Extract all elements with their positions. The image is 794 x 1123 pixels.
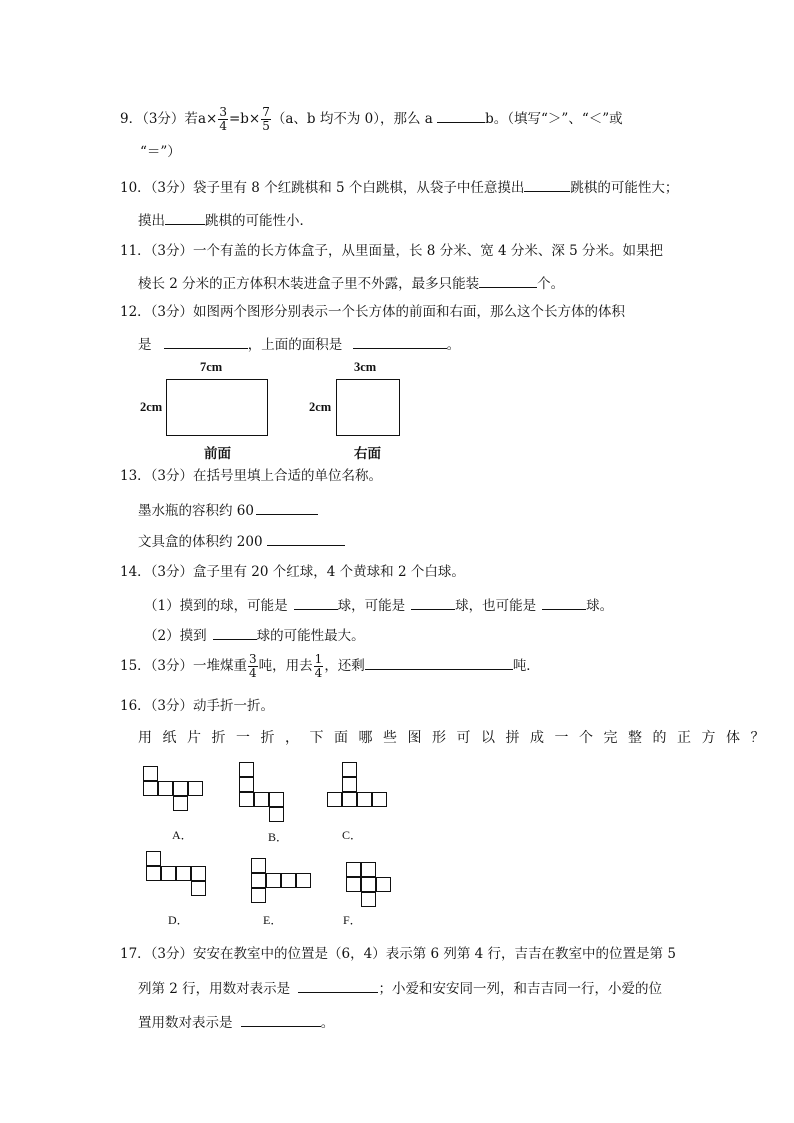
right-face-rectangle (336, 379, 400, 436)
q13-blank-2[interactable] (267, 531, 345, 546)
net-square (376, 877, 391, 892)
q13-item1-text: 墨水瓶的容积约 60 (138, 503, 254, 519)
q17-blank-2[interactable] (241, 1012, 321, 1027)
net-square (342, 777, 357, 792)
question-14-title (120, 563, 465, 581)
net-e-label: E． (263, 913, 283, 927)
q11-text-a: 11．（3分）一个有盖的长方体盒子，从里面量，长 8 分米、宽 4 分米、深 5 分米。如果把 (120, 243, 664, 259)
question-17-line3 (138, 1012, 334, 1032)
q14-title-text: 14．（3分）盒子里有 20 个红球，4 个黄球和 2 个白球。 (120, 564, 465, 580)
q14-p1-text-b: 球，可能是 (337, 598, 406, 614)
q14-blank-1[interactable] (294, 595, 338, 610)
question-15 (120, 653, 540, 680)
net-square (342, 762, 357, 777)
q9-fraction-1 (218, 106, 228, 133)
net-a-label: A． (172, 828, 193, 842)
q15-text-b: 吨，用去 (258, 658, 313, 674)
q14-p1-text-d: 球。 (586, 598, 614, 614)
question-14-part1 (144, 595, 613, 615)
frac-denominator: 4 (219, 119, 227, 133)
frac-denominator: 4 (314, 666, 323, 680)
q12-text-d: 。 (446, 337, 461, 353)
q12-text-c: ，上面的面积是 (247, 337, 343, 353)
q10-text-a: 10．（3分）袋子里有 8 个红跳棋和 5 个白跳棋，从袋子中任意摸出 (120, 180, 525, 196)
net-square (239, 792, 254, 807)
net-square (158, 781, 173, 796)
q12-volume-blank[interactable] (164, 334, 248, 349)
front-height-label: 2cm (140, 400, 163, 414)
front-length-label: 7cm (200, 360, 223, 374)
q12-text-b: 是 (138, 337, 152, 353)
net-square (251, 858, 266, 873)
q9-prefix: 9．（3分）若 (120, 111, 198, 127)
net-b-label: B． (268, 830, 289, 844)
question-17-line1 (120, 945, 676, 963)
q14-blank-2[interactable] (411, 595, 455, 610)
q9-a: a (197, 111, 206, 127)
net-square (176, 866, 191, 881)
q17-text-a: 17．（3分）安安在教室中的位置是（6，4）表示第 6 列第 4 行，吉吉在教室中的位置是第 5 (120, 946, 676, 962)
net-square (254, 792, 269, 807)
q14-blank-4[interactable] (213, 625, 257, 640)
q15-text-c: ，还剩 (324, 658, 365, 674)
q9-condition: （a、b 均不为 0），那么 a (271, 111, 433, 127)
question-17-line2 (138, 978, 662, 998)
q10-text-c: 摸出 (138, 213, 165, 229)
question-10-line2 (138, 210, 313, 230)
net-square (346, 877, 361, 892)
question-16-prompt (138, 729, 775, 747)
frac-numerator: 3 (219, 105, 227, 119)
q11-blank[interactable] (479, 273, 537, 288)
q14-p2-text-b: 球的可能性最大。 (256, 628, 365, 644)
net-square (296, 873, 311, 888)
net-square (146, 866, 161, 881)
q13-item2-text: 文具盒的体积约 200 (138, 534, 263, 550)
question-13-item2 (138, 531, 345, 551)
q14-p1-text-a: （1）摸到的球，可能是 (144, 598, 288, 614)
q10-blank-1[interactable] (524, 177, 570, 192)
frac-numerator: 1 (314, 652, 323, 666)
net-d-label: D． (168, 913, 189, 927)
net-square (361, 892, 376, 907)
net-square (143, 781, 158, 796)
net-square (269, 792, 284, 807)
net-square (188, 781, 203, 796)
net-square (269, 807, 284, 822)
frac-denominator: 5 (262, 119, 270, 133)
q10-blank-2[interactable] (165, 210, 205, 225)
net-square (361, 862, 376, 877)
net-square (239, 762, 254, 777)
net-square (173, 781, 188, 796)
q9-answer-blank[interactable] (437, 108, 485, 123)
net-square (251, 873, 266, 888)
question-13-title (120, 467, 382, 485)
right-height-label: 2cm (309, 400, 332, 414)
q13-title-text: 13．（3分）在括号里填上合适的单位名称。 (120, 468, 383, 484)
frac-numerator: 3 (249, 652, 257, 666)
net-c-label: C． (342, 828, 363, 842)
q17-text-d: 置用数对表示是 (138, 1015, 233, 1031)
net-square (251, 888, 266, 903)
net-square (357, 792, 372, 807)
front-caption: 前面 (204, 446, 231, 461)
q17-blank-1[interactable] (298, 978, 378, 993)
q9-fraction-2 (261, 106, 271, 133)
frac-numerator: 7 (262, 105, 270, 119)
net-square (161, 866, 176, 881)
net-square (266, 873, 281, 888)
q9-tail: b。（填写“＞”、“＜”或 (485, 111, 623, 127)
q14-blank-3[interactable] (542, 595, 586, 610)
q14-p2-text-a: （2）摸到 (144, 628, 207, 644)
q10-text-d: 跳棋的可能性小． (205, 213, 313, 229)
net-square (361, 877, 376, 892)
net-square (327, 792, 342, 807)
q13-blank-1[interactable] (256, 500, 318, 515)
net-square (342, 792, 357, 807)
question-9-line2 (140, 143, 181, 161)
frac-denominator: 4 (249, 666, 257, 680)
net-square (146, 851, 161, 866)
question-11-line2 (138, 273, 564, 293)
question-16-title (120, 697, 274, 715)
net-square (281, 873, 296, 888)
q17-text-e: 。 (320, 1015, 335, 1031)
net-f-label: F． (343, 913, 362, 927)
net-square (346, 862, 361, 877)
q15-text-a: 15．（3分）一堆煤重 (120, 658, 248, 674)
question-13-item1 (138, 500, 318, 520)
q12-area-blank[interactable] (353, 334, 447, 349)
question-9-line1 (120, 106, 623, 133)
q16-title-text: 16．（3分）动手折一折。 (120, 698, 275, 714)
right-caption: 右面 (354, 446, 381, 461)
question-14-part2 (144, 625, 365, 645)
q15-fraction-2 (314, 653, 324, 680)
net-square (173, 796, 188, 811)
q15-text-d: 吨． (512, 658, 540, 674)
question-12-line1 (120, 303, 625, 321)
q9-line2-text: “＝”） (140, 144, 181, 160)
question-12-line2 (138, 334, 460, 354)
q11-text-b: 棱长 2 分米的正方体积木装进盒子里不外露，最多只能装 (138, 276, 480, 292)
q9-times-2: × (248, 111, 261, 127)
q15-fraction-1 (248, 653, 258, 680)
q9-eq-b: =b (228, 111, 249, 127)
net-square (191, 866, 206, 881)
net-square (372, 792, 387, 807)
q11-text-c: 个。 (537, 276, 565, 292)
q17-text-b: 列第 2 行，用数对表示是 (138, 981, 291, 997)
q14-p1-text-c: 球，也可能是 (455, 598, 537, 614)
q10-text-b: 跳棋的可能性大； (570, 180, 679, 196)
front-face-rectangle (166, 379, 268, 436)
question-10-line1 (120, 177, 678, 197)
right-width-label: 3cm (354, 360, 377, 374)
q17-text-c: ；小爱和安安同一列，和吉吉同一行，小爱的位 (378, 981, 662, 997)
q9-times: × (206, 111, 218, 127)
net-square (239, 777, 254, 792)
net-square (191, 881, 206, 896)
q12-text-a: 12．（3分）如图两个图形分别表示一个长方体的前面和右面，那么这个长方体的体积 (120, 304, 626, 320)
net-square (143, 766, 158, 781)
q16-question-text: 用纸片折一折，下面哪些图形可以拼成一个完整的正方体？ (138, 730, 775, 746)
question-11-line1 (120, 242, 663, 260)
q15-blank[interactable] (365, 655, 513, 670)
